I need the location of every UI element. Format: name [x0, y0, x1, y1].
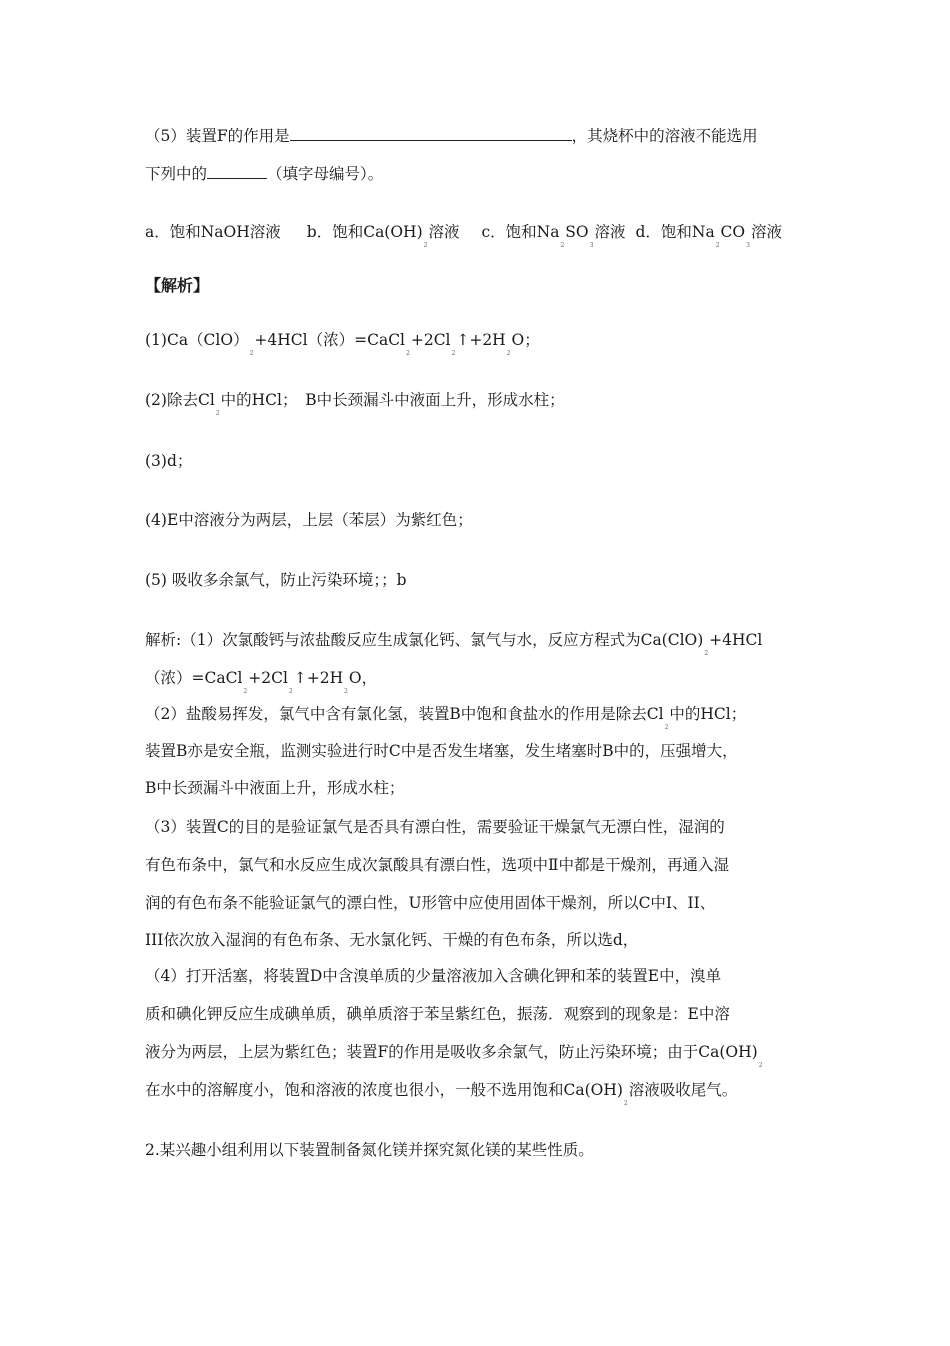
options-line: [145, 222, 782, 249]
explanation-line-12: 液分为两层，上层为紫红色；装置F的作用是吸收多余氯气，防止污染环境；由于$Ca(OH)_2$: [145, 1043, 763, 1069]
option-b: b．饱和$Ca(OH)_2$溶液: [306, 223, 460, 249]
q5-answer-blank[interactable]: [290, 124, 572, 141]
explanation-line-5: B中长颈漏斗中液面上升，形成水柱；: [145, 779, 405, 797]
explanation-line-1: 解析:（1）次氯酸钙与浓盐酸反应生成氯化钙、氯气与水，反应方程式为$Ca(ClO)_2+4HCl$: [145, 631, 763, 657]
explanation-line-3: （2）盐酸易挥发，氯气中含有氯化氢，装置B中饱和食盐水的作用是除去$Cl_2$中的HCl；: [145, 705, 747, 731]
answer-5: (5) 吸收多余氯气，防止污染环境；；b: [145, 571, 407, 589]
explanation-line-8: 润的有色布条不能验证氯气的漂白性，U形管中应使用固体干燥剂，所以C中I、II、: [145, 894, 716, 912]
answer-4: (4)E中溶液分为两层，上层（苯层）为紫红色；: [145, 511, 473, 529]
explanation-line-9: III依次放入湿润的有色布条、无水氯化钙、干燥的有色布条，所以选d，: [145, 931, 639, 949]
q5-line2-suffix: （填字母编号）。: [267, 165, 384, 183]
explanation-line-11: 质和碘化钾反应生成碘单质，碘单质溶于苯呈紫红色，振荡．观察到的现象是：E中溶: [145, 1005, 730, 1023]
answer-1: $(1)Ca(ClO)_2+4HCl$（浓）$=CaCl_2+2Cl_2↑+2H_2O$；: [145, 331, 540, 357]
q5-choice-blank[interactable]: [207, 162, 267, 179]
explanation-line-13: 在水中的溶解度小，饱和溶液的浓度也很小，一般不选用饱和$Ca(OH)_2$溶液吸收尾气。: [145, 1081, 738, 1107]
explanation-line-6: （3）装置C的目的是验证氯气是否具有漂白性，需要验证干燥氯气无漂白性，湿润的: [145, 818, 725, 836]
q5-line-2: [145, 162, 383, 184]
q5-suffix: ，其烧杯中的溶液不能选用: [571, 127, 758, 145]
option-c: c．饱和$Na_2SO_3$溶液: [481, 223, 626, 249]
q5-prefix: （5）装置F的作用是: [145, 127, 290, 145]
answer-2: (2)除去$Cl_2$中的HCl； B中长颈漏斗中液面上升，形成水柱；: [145, 391, 565, 417]
answer-3: (3)d；: [145, 452, 193, 470]
q5-line-1: [145, 124, 758, 146]
explanation-line-2: （浓）$=CaCl_2+2Cl_2↑+2H_2O$，: [145, 669, 378, 695]
option-a: a．饱和NaOH溶液: [145, 223, 281, 241]
explanation-line-7: 有色布条中，氯气和水反应生成次氯酸具有漂白性，选项中Ⅱ中都是干燥剂，再通入湿: [145, 856, 730, 874]
explanation-line-10: （4）打开活塞，将装置D中含溴单质的少量溶液加入含碘化钾和苯的装置E中，溴单: [145, 967, 722, 985]
analysis-heading: 【解析】: [145, 276, 210, 295]
q5-line2-prefix: 下列中的: [145, 165, 208, 183]
explanation-line-4: 装置B亦是安全瓶，监测实验进行时C中是否发生堵塞，发生堵塞时B中的，压强增大，: [145, 742, 738, 760]
option-d: d．饱和$Na_2CO_3$溶液: [635, 223, 782, 249]
question-2: 2.某兴趣小组利用以下装置制备氮化镁并探究氮化镁的某些性质。: [145, 1141, 594, 1159]
